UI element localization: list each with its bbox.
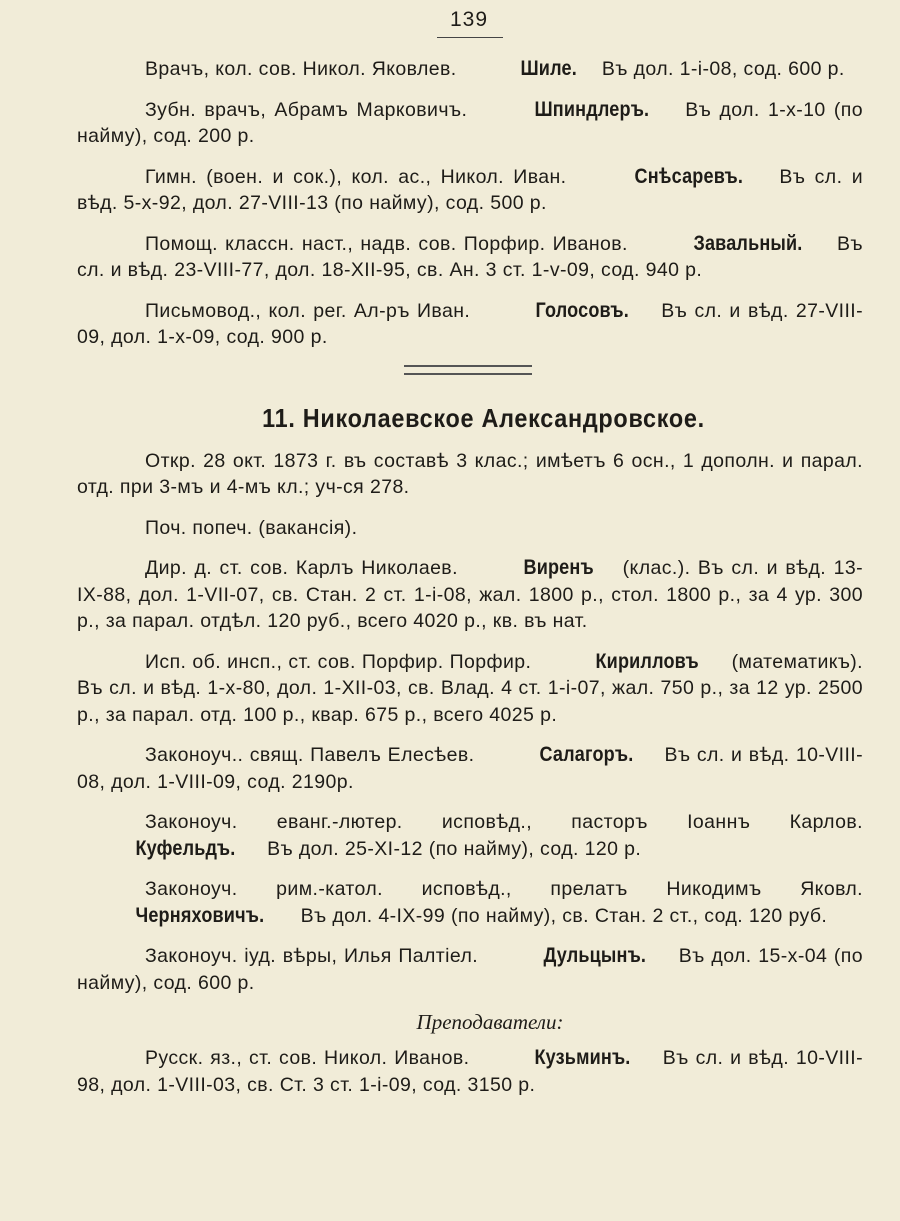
staff-entry: Помощ. классн. наст., надв. сов. Порфир. Иванов. Завальный. Въ сл. и вѣд. 23-VIII-77, дол. 18-XII-95, св. Ан. 3 ст. 1-v-09, сод. 940 р.: [77, 231, 864, 281]
staff-entry: Письмовод., кол. рег. Ал-ръ Иван. Голосовъ. Въ сл. и вѣд. 27-VIII-09, дол. 1-х-09, сод. 900 р.: [77, 298, 863, 348]
staff-list-previous-school: [77, 56, 863, 351]
staff-entry: Законоуч. іуд. вѣры, Илья Палтіел. Дульцынъ. Въ дол. 15-х-04 (по найму), сод. 600 р.: [77, 944, 863, 994]
staff-entry: Законоуч. рим.-катол. исповѣд., прелатъ Никодимъ Яковл. Черняховичъ. Въ дол. 4-IX-99 (по найму), св. Стан. 2 ст., сод. 120 руб.: [77, 876, 863, 929]
staff-entry: Законоуч.. свящ. Павелъ Елесѣев. Салагоръ. Въ сл. и вѣд. 10-VIII-08, дол. 1-VIII-09, сод. 2190р.: [77, 743, 863, 793]
teachers-subheading: Преподаватели:: [416, 1010, 564, 1034]
surname: Дульцынъ.: [543, 944, 646, 967]
surname: Куфельдъ.: [135, 836, 236, 860]
staff-entry: Гимн. (воен. и сок.), кол. ас., Никол. Иван. Снѣсаревъ. Въ сл. и вѣд. 5-х-92, дол. 27-VIII-13 (по найму), сод. 500 р.: [77, 164, 863, 214]
page-body: [77, 56, 863, 1112]
surname: Голосовъ.: [535, 298, 630, 322]
surname: Черняховичъ.: [135, 903, 265, 927]
staff-entry: Дир. д. ст. сов. Карлъ Николаев. Виренъ (клас.). Въ сл. и вѣд. 13-IX-88, дол. 1-VII-07, св. Стан. 2 ст. 1-і-08, жал. 1800 р., стол. 1800 р., за 4 ур. 300 р., за парал. отдѣл. 120 руб., всего 4020 р., кв. въ нат.: [77, 556, 863, 632]
surname: Шиле.: [520, 57, 578, 80]
staff-entry: Врачъ, кол. сов. Никол. Яковлев. Шиле. Въ дол. 1-і-08, сод. 600 р.: [77, 56, 863, 83]
surname: Кузьминъ.: [534, 1046, 631, 1069]
section-separator: [404, 365, 532, 375]
school-info: Откр. 28 окт. 1873 г. въ составѣ 3 клас.; имѣетъ 6 осн., 1 дополн. и парал. отд. при 3-мъ и 4-мъ кл.; уч-ся 278.: [77, 449, 863, 498]
staff-entry: Исп. об. инсп., ст. сов. Порфир. Порфир. Кирилловъ (математикъ). Въ сл. и вѣд. 1-х-80, дол. 1-XII-03, св. Влад. 4 ст. 1-і-07, жал. 750 р., за 12 ур. 2500 р., за парал. отд. 100 р., квар. 675 р., всего 4025 р.: [77, 649, 863, 726]
staff-entry: Русск. яз., ст. сов. Никол. Иванов. Кузьминъ. Въ сл. и вѣд. 10-VIII-98, дол. 1-VIII-03, св. Ст. 3 ст. 1-і-09, сод. 3150 р.: [77, 1046, 863, 1096]
page-number: 139: [449, 8, 489, 31]
surname: Снѣсаревъ.: [634, 164, 743, 188]
surname: Завальный.: [693, 231, 803, 255]
section-heading: 11. Николаевское Александровское.: [262, 402, 705, 433]
staff-entry: Зубн. врачъ, Абрамъ Марковичъ. Шпиндлеръ. Въ дол. 1-х-10 (по найму), сод. 200 р.: [77, 97, 863, 147]
staff-entry: Законоуч. еванг.-лютер. исповѣд., пасторъ Іоаннъ Карлов. Куфельдъ. Въ дол. 25-XI-12 (по найму), сод. 120 р.: [77, 809, 863, 862]
surname: Шпиндлеръ.: [534, 97, 649, 121]
surname: Салагоръ.: [539, 743, 634, 766]
teachers-list: [77, 1045, 863, 1098]
page-number-rule: [437, 37, 503, 38]
staff-list-school-11: [77, 448, 863, 997]
trustee-entry: Поч. попеч. (вакансія).: [145, 516, 358, 539]
surname: Кирилловъ: [595, 649, 700, 673]
surname: Виренъ: [523, 556, 595, 579]
